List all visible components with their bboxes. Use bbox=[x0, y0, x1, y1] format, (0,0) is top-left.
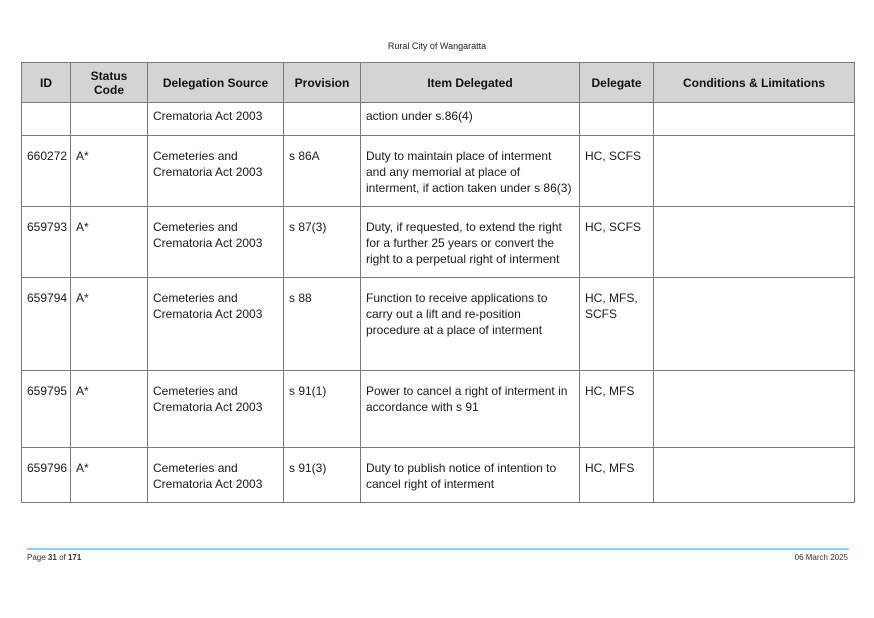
column-header-status-code: Status Code bbox=[71, 63, 148, 103]
footer-divider bbox=[27, 548, 849, 550]
cell-status-code bbox=[71, 103, 148, 136]
cell-item-delegated: Function to receive applications to carry out a lift and re-position procedure at a place of interment bbox=[361, 278, 580, 371]
column-header-delegation-source: Delegation Source bbox=[148, 63, 284, 103]
cell-provision: s 91(1) bbox=[284, 371, 361, 448]
cell-conditions bbox=[654, 278, 855, 371]
cell-delegate: HC, MFS bbox=[580, 448, 654, 503]
cell-status-code: A* bbox=[71, 448, 148, 503]
cell-item-delegated: action under s.86(4) bbox=[361, 103, 580, 136]
cell-delegation-source: Cemeteries and Crematoria Act 2003 bbox=[148, 207, 284, 278]
cell-provision: s 91(3) bbox=[284, 448, 361, 503]
delegations-table bbox=[21, 62, 855, 503]
cell-delegation-source: Cemeteries and Crematoria Act 2003 bbox=[148, 136, 284, 207]
column-header-id: ID bbox=[22, 63, 71, 103]
page-of: of bbox=[59, 553, 66, 562]
cell-status-code: A* bbox=[71, 371, 148, 448]
cell-delegate bbox=[580, 103, 654, 136]
column-header-conditions-limitations: Conditions & Limitations bbox=[654, 63, 855, 103]
page-number bbox=[27, 553, 81, 562]
column-header-provision: Provision bbox=[284, 63, 361, 103]
table-row bbox=[22, 448, 855, 503]
cell-conditions bbox=[654, 103, 855, 136]
cell-delegate: HC, SCFS bbox=[580, 207, 654, 278]
cell-status-code: A* bbox=[71, 136, 148, 207]
cell-id: 659796 bbox=[22, 448, 71, 503]
cell-delegate: HC, SCFS bbox=[580, 136, 654, 207]
cell-id: 659793 bbox=[22, 207, 71, 278]
page-prefix: Page bbox=[27, 553, 46, 562]
cell-item-delegated: Duty to maintain place of interment and any memorial at place of interment, if action taken under s 86(3) bbox=[361, 136, 580, 207]
cell-id: 660272 bbox=[22, 136, 71, 207]
cell-conditions bbox=[654, 448, 855, 503]
cell-item-delegated: Duty to publish notice of intention to cancel right of interment bbox=[361, 448, 580, 503]
cell-id bbox=[22, 103, 71, 136]
table-row bbox=[22, 136, 855, 207]
cell-delegation-source: Cemeteries and Crematoria Act 2003 bbox=[148, 371, 284, 448]
cell-provision bbox=[284, 103, 361, 136]
cell-delegate: HC, MFS, SCFS bbox=[580, 278, 654, 371]
cell-status-code: A* bbox=[71, 278, 148, 371]
document-date: 06 March 2025 bbox=[794, 553, 848, 562]
cell-id: 659795 bbox=[22, 371, 71, 448]
cell-delegation-source: Cemeteries and Crematoria Act 2003 bbox=[148, 448, 284, 503]
cell-item-delegated: Power to cancel a right of interment in accordance with s 91 bbox=[361, 371, 580, 448]
cell-delegation-source: Crematoria Act 2003 bbox=[148, 103, 284, 136]
cell-delegation-source: Cemeteries and Crematoria Act 2003 bbox=[148, 278, 284, 371]
cell-provision: s 87(3) bbox=[284, 207, 361, 278]
organisation-name: Rural City of Wangaratta bbox=[387, 41, 487, 51]
cell-item-delegated: Duty, if requested, to extend the right for a further 25 years or convert the right to a perpetual right of interment bbox=[361, 207, 580, 278]
page-total: 171 bbox=[67, 553, 82, 562]
cell-status-code: A* bbox=[71, 207, 148, 278]
cell-conditions bbox=[654, 207, 855, 278]
cell-conditions bbox=[654, 136, 855, 207]
table-row bbox=[22, 103, 855, 136]
cell-delegate: HC, MFS bbox=[580, 371, 654, 448]
cell-provision: s 86A bbox=[284, 136, 361, 207]
cell-provision: s 88 bbox=[284, 278, 361, 371]
column-header-delegate: Delegate bbox=[580, 63, 654, 103]
table-header-row bbox=[22, 63, 855, 103]
cell-id: 659794 bbox=[22, 278, 71, 371]
table-row bbox=[22, 278, 855, 371]
table-row bbox=[22, 371, 855, 448]
column-header-item-delegated: Item Delegated bbox=[361, 63, 580, 103]
cell-conditions bbox=[654, 371, 855, 448]
table-row bbox=[22, 207, 855, 278]
page-current: 31 bbox=[47, 553, 57, 562]
